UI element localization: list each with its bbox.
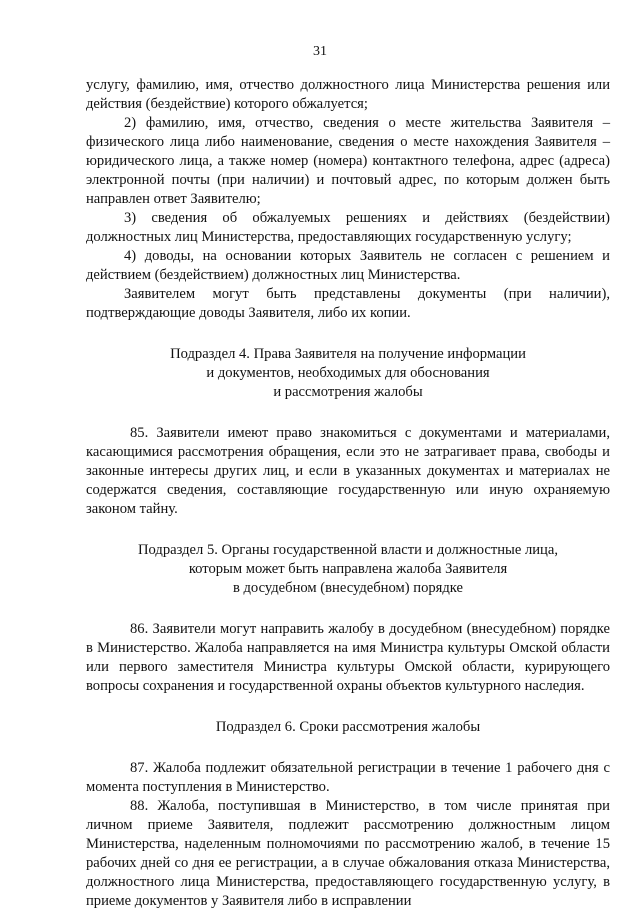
section-heading — [86, 345, 610, 402]
heading-line: Подраздел 4. Права Заявителя на получение информации — [170, 346, 526, 362]
heading-line: и рассмотрения жалобы — [273, 384, 423, 400]
heading-line: в досудебном (внесудебном) порядке — [232, 580, 464, 596]
paragraph-88: 88. Жалоба, поступившая в Министерство, в том числе принятая при личном приеме Заявителя, подлежит рассмотрению должностным лицом Министерства, наделенным полномочиями по рассмотрению жалоб, в течение 15 рабочих дней со дня ее регистрации, а в случае обжалования отказа Министерства, должностного лица Министерства, предоставляющего государственную услугу, в приеме документов у Заявителя либо в исправлении — [86, 798, 610, 909]
paragraph: услугу, фамилию, имя, отчество должностного лица Министерства решения или действия (бездействие) которого обжалуется; — [86, 77, 610, 112]
list-item: 3) сведения об обжалуемых решениях и действиях (бездействии) должностных лиц Министерства, предоставляющих государственную услугу; — [86, 210, 610, 245]
section-heading — [86, 718, 610, 737]
page-number: 31 — [313, 44, 327, 59]
section-heading — [86, 541, 610, 598]
paragraph: Заявителем могут быть представлены документы (при наличии), подтверждающие доводы Заявителя, либо их копии. — [86, 286, 610, 321]
list-item: 2) фамилию, имя, отчество, сведения о месте жительства Заявителя – физического лица либо наименование, сведения о месте нахождения Заявителя – юридического лица, а также номер (номера) контактного телефона, адрес (адреса) электронной почты (при наличии) и почтовый адрес, по которым должен быть направлен ответ Заявителю; — [86, 115, 610, 207]
heading-line: Подраздел 6. Сроки рассмотрения жалобы — [215, 719, 481, 735]
paragraph-87: 87. Жалоба подлежит обязательной регистрации в течение 1 рабочего дня с момента поступления в Министерство. — [86, 760, 610, 795]
list-item: 4) доводы, на основании которых Заявитель не согласен с решением и действием (бездействием) должностных лиц Министерства. — [86, 248, 610, 283]
paragraph-86: 86. Заявители могут направить жалобу в досудебном (внесудебном) порядке в Министерство. Жалоба направляется на имя Министра культуры Омской области или первого заместителя Министра культуры Омской области, курирующего вопросы сохранения и государственной охраны объектов культурного наследия. — [86, 621, 610, 694]
heading-line: Подраздел 5. Органы государственной власти и должностные лица, — [138, 542, 558, 558]
heading-line: и документов, необходимых для обоснования — [206, 365, 490, 381]
paragraph-85: 85. Заявители имеют право знакомиться с документами и материалами, касающимися рассмотрения обращения, если это не затрагивает права, свободы и законные интересы других лиц, и если в указанных документах и материалах не содержатся сведения, составляющие государственную или иную охраняемую законом тайну. — [86, 425, 610, 517]
document-body — [86, 76, 610, 911]
heading-line: которым может быть направлена жалоба Заявителя — [188, 561, 508, 577]
